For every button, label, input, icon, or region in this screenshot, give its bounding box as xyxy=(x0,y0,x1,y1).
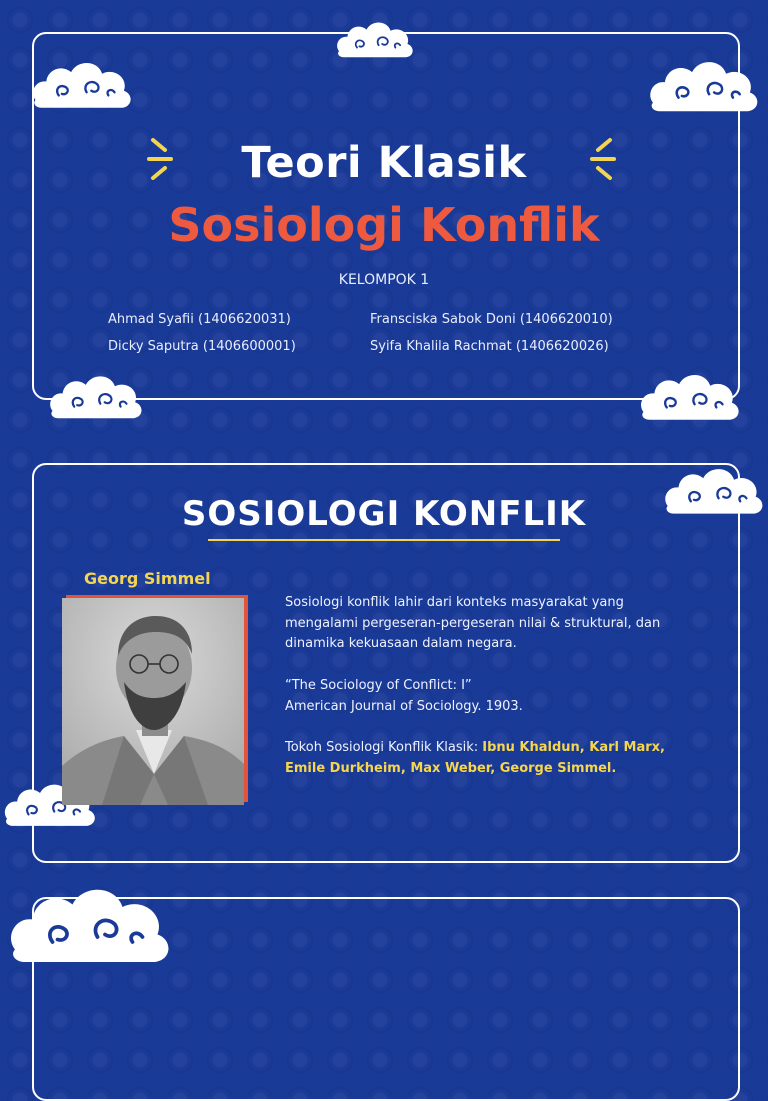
tokoh-label: Tokoh Sosiologi Konflik Klasik: xyxy=(285,740,483,755)
cloud-ornament-icon xyxy=(624,364,756,426)
presentation-title: Teori Klasik xyxy=(241,138,527,188)
cloud-ornament-icon xyxy=(0,872,180,972)
cloud-ornament-icon xyxy=(300,14,450,62)
cloud-ornament-icon xyxy=(640,50,768,118)
presentation-subtitle: Sosiologi Konflik xyxy=(168,198,600,252)
group-label: KELOMPOK 1 xyxy=(338,272,430,288)
member-name: Ahmad Syafii (1406620031) xyxy=(108,312,291,327)
portrait-photo xyxy=(62,598,244,805)
tokoh-names: Ibnu Khaldun, Karl Marx, Emile Durkheim, Max Weber, George Simmel. xyxy=(285,740,665,776)
quote-reference xyxy=(285,676,725,717)
member-name: Syifa Khalila Rachmat (1406620026) xyxy=(370,339,609,354)
cloud-ornament-icon xyxy=(36,366,156,424)
tokoh-paragraph xyxy=(285,738,705,779)
cloud-ornament-icon xyxy=(16,52,148,114)
section-title-underline xyxy=(208,539,560,541)
member-name: Dicky Saputra (1406600001) xyxy=(108,339,296,354)
quote-source: American Journal of Sociology. 1903. xyxy=(285,698,523,714)
quote-title: “The Sociology of Conflict: I” xyxy=(285,678,472,693)
person-name: Georg Simmel xyxy=(84,569,211,588)
section-paragraph xyxy=(285,593,695,655)
member-name: Fransciska Sabok Doni (1406620010) xyxy=(370,312,613,327)
paragraph-text: Sosiologi konflik lahir dari konteks masyarakat yang mengalami pergeseran-pergeseran nilai & struktural, dan dinamika kekuasaan dalam negara. xyxy=(285,595,661,651)
section-title: SOSIOLOGI KONFLIK xyxy=(181,494,587,534)
